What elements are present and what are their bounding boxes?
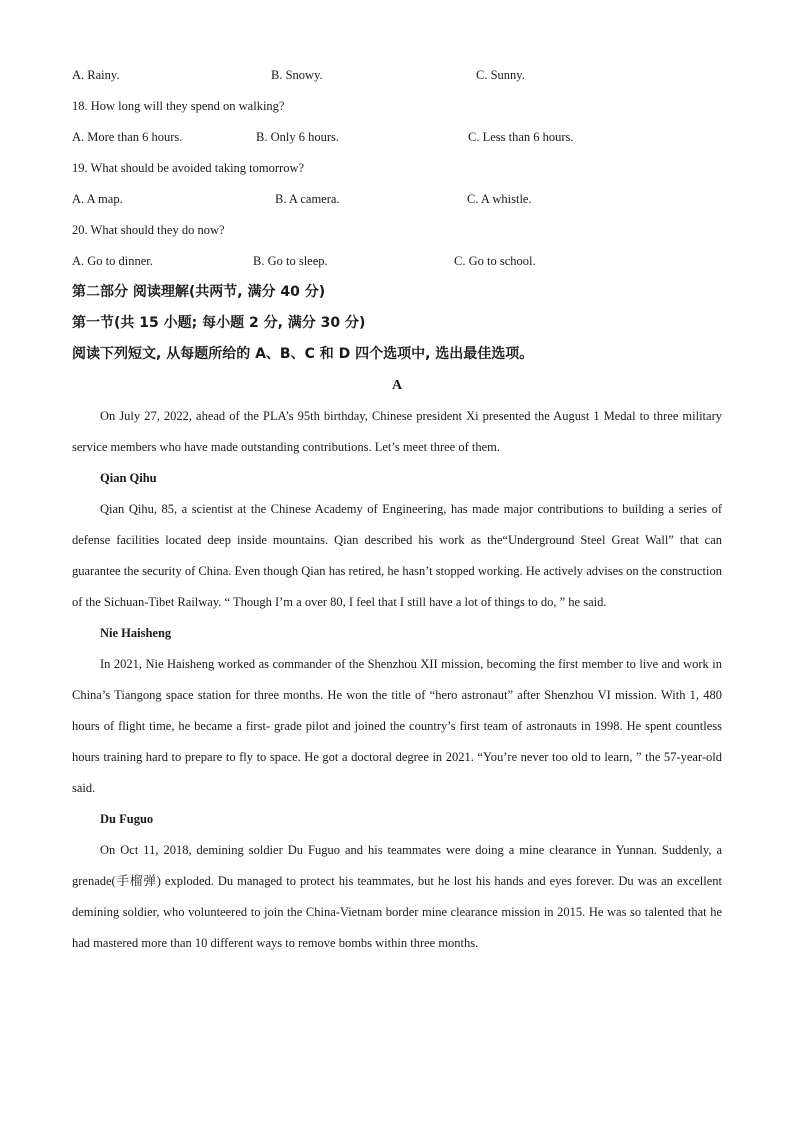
person-name: Du Fuguo [100,812,154,826]
reading-instruction: 阅读下列短文, 从每题所给的 A、B、C 和 D 四个选项中, 选出最佳选项。 [72,346,534,362]
passage-label: A [391,378,403,393]
q17-option-c: C. Sunny. [476,68,525,82]
q18-question: 18. How long will they spend on walking? [72,99,285,113]
passage-intro: On July 27, 2022, ahead of the PLA’s 95th birthday, Chinese president Xi presented the August 1 Medal to three military service members who have made outstanding contributions. Let’s meet three of them. [72,409,722,454]
q18-option-a: A. More than 6 hours. [72,130,183,144]
person-paragraph: In 2021, Nie Haisheng worked as commander of the Shenzhou XII mission, becoming the first member to live and work in China’s Tiangong space station for three months. He won the title of “hero astronaut” after Shenzhou VI mission. With 1, 480 hours of flight time, he became a first- grade pilot and joined the country’s first team of astronauts in 1998. He spent countless hours training hard to prepare to fly to space. He got a doctoral degree in 2021. “You’re never too old to learn, ” the 57-year-old said. [72,657,722,795]
q18-option-c: C. Less than 6 hours. [468,130,574,144]
person-paragraph: Qian Qihu, 85, a scientist at the Chinese Academy of Engineering, has made major contributions to building a series of defense facilities located deep inside mountains. Qian described his work as the“Underground Steel Great Wall” that can guarantee the security of China. Even though Qian has retired, he hasn’t stopped working. He actively advises on the construction of the Sichuan-Tibet Railway. “ Though I’m a over 80, I feel that I still have a lot of things to do, ” he said. [72,502,722,609]
q20-option-a: A. Go to dinner. [72,254,153,268]
person-name: Qian Qihu [100,471,157,485]
q19-question: 19. What should be avoided taking tomorrow? [72,161,305,175]
q19-option-b: B. A camera. [275,192,340,206]
q19-options [72,184,722,215]
q19-option-c: C. A whistle. [467,192,532,206]
person-paragraph: On Oct 11, 2018, demining soldier Du Fuguo and his teammates were doing a mine clearance in Yunnan. Suddenly, a grenade(手榴弹) exploded. Du managed to protect his teammates, but he lost his hands and eyes forever. Du was an excellent demining soldier, who volunteered to join the China-Vietnam border mine clearance mission in 2015. He was so talented that he had mastered more than 10 different ways to remove bombs within three months. [72,843,722,950]
q17-option-b: B. Snowy. [271,68,323,82]
q20-option-b: B. Go to sleep. [253,254,328,268]
q18-option-b: B. Only 6 hours. [256,130,339,144]
q20-question: 20. What should they do now? [72,223,225,237]
q19-option-a: A. A map. [72,192,123,206]
section-one-heading: 第一节(共 15 小题; 每小题 2 分, 满分 30 分) [72,315,366,331]
person-name: Nie Haisheng [100,626,172,640]
q20-option-c: C. Go to school. [454,254,536,268]
q17-option-a: A. Rainy. [72,68,120,82]
part-two-heading: 第二部分 阅读理解(共两节, 满分 40 分) [72,284,326,300]
q18-options [72,122,722,153]
q17-options [72,60,722,91]
exam-page [72,60,722,959]
q20-options [72,246,722,277]
